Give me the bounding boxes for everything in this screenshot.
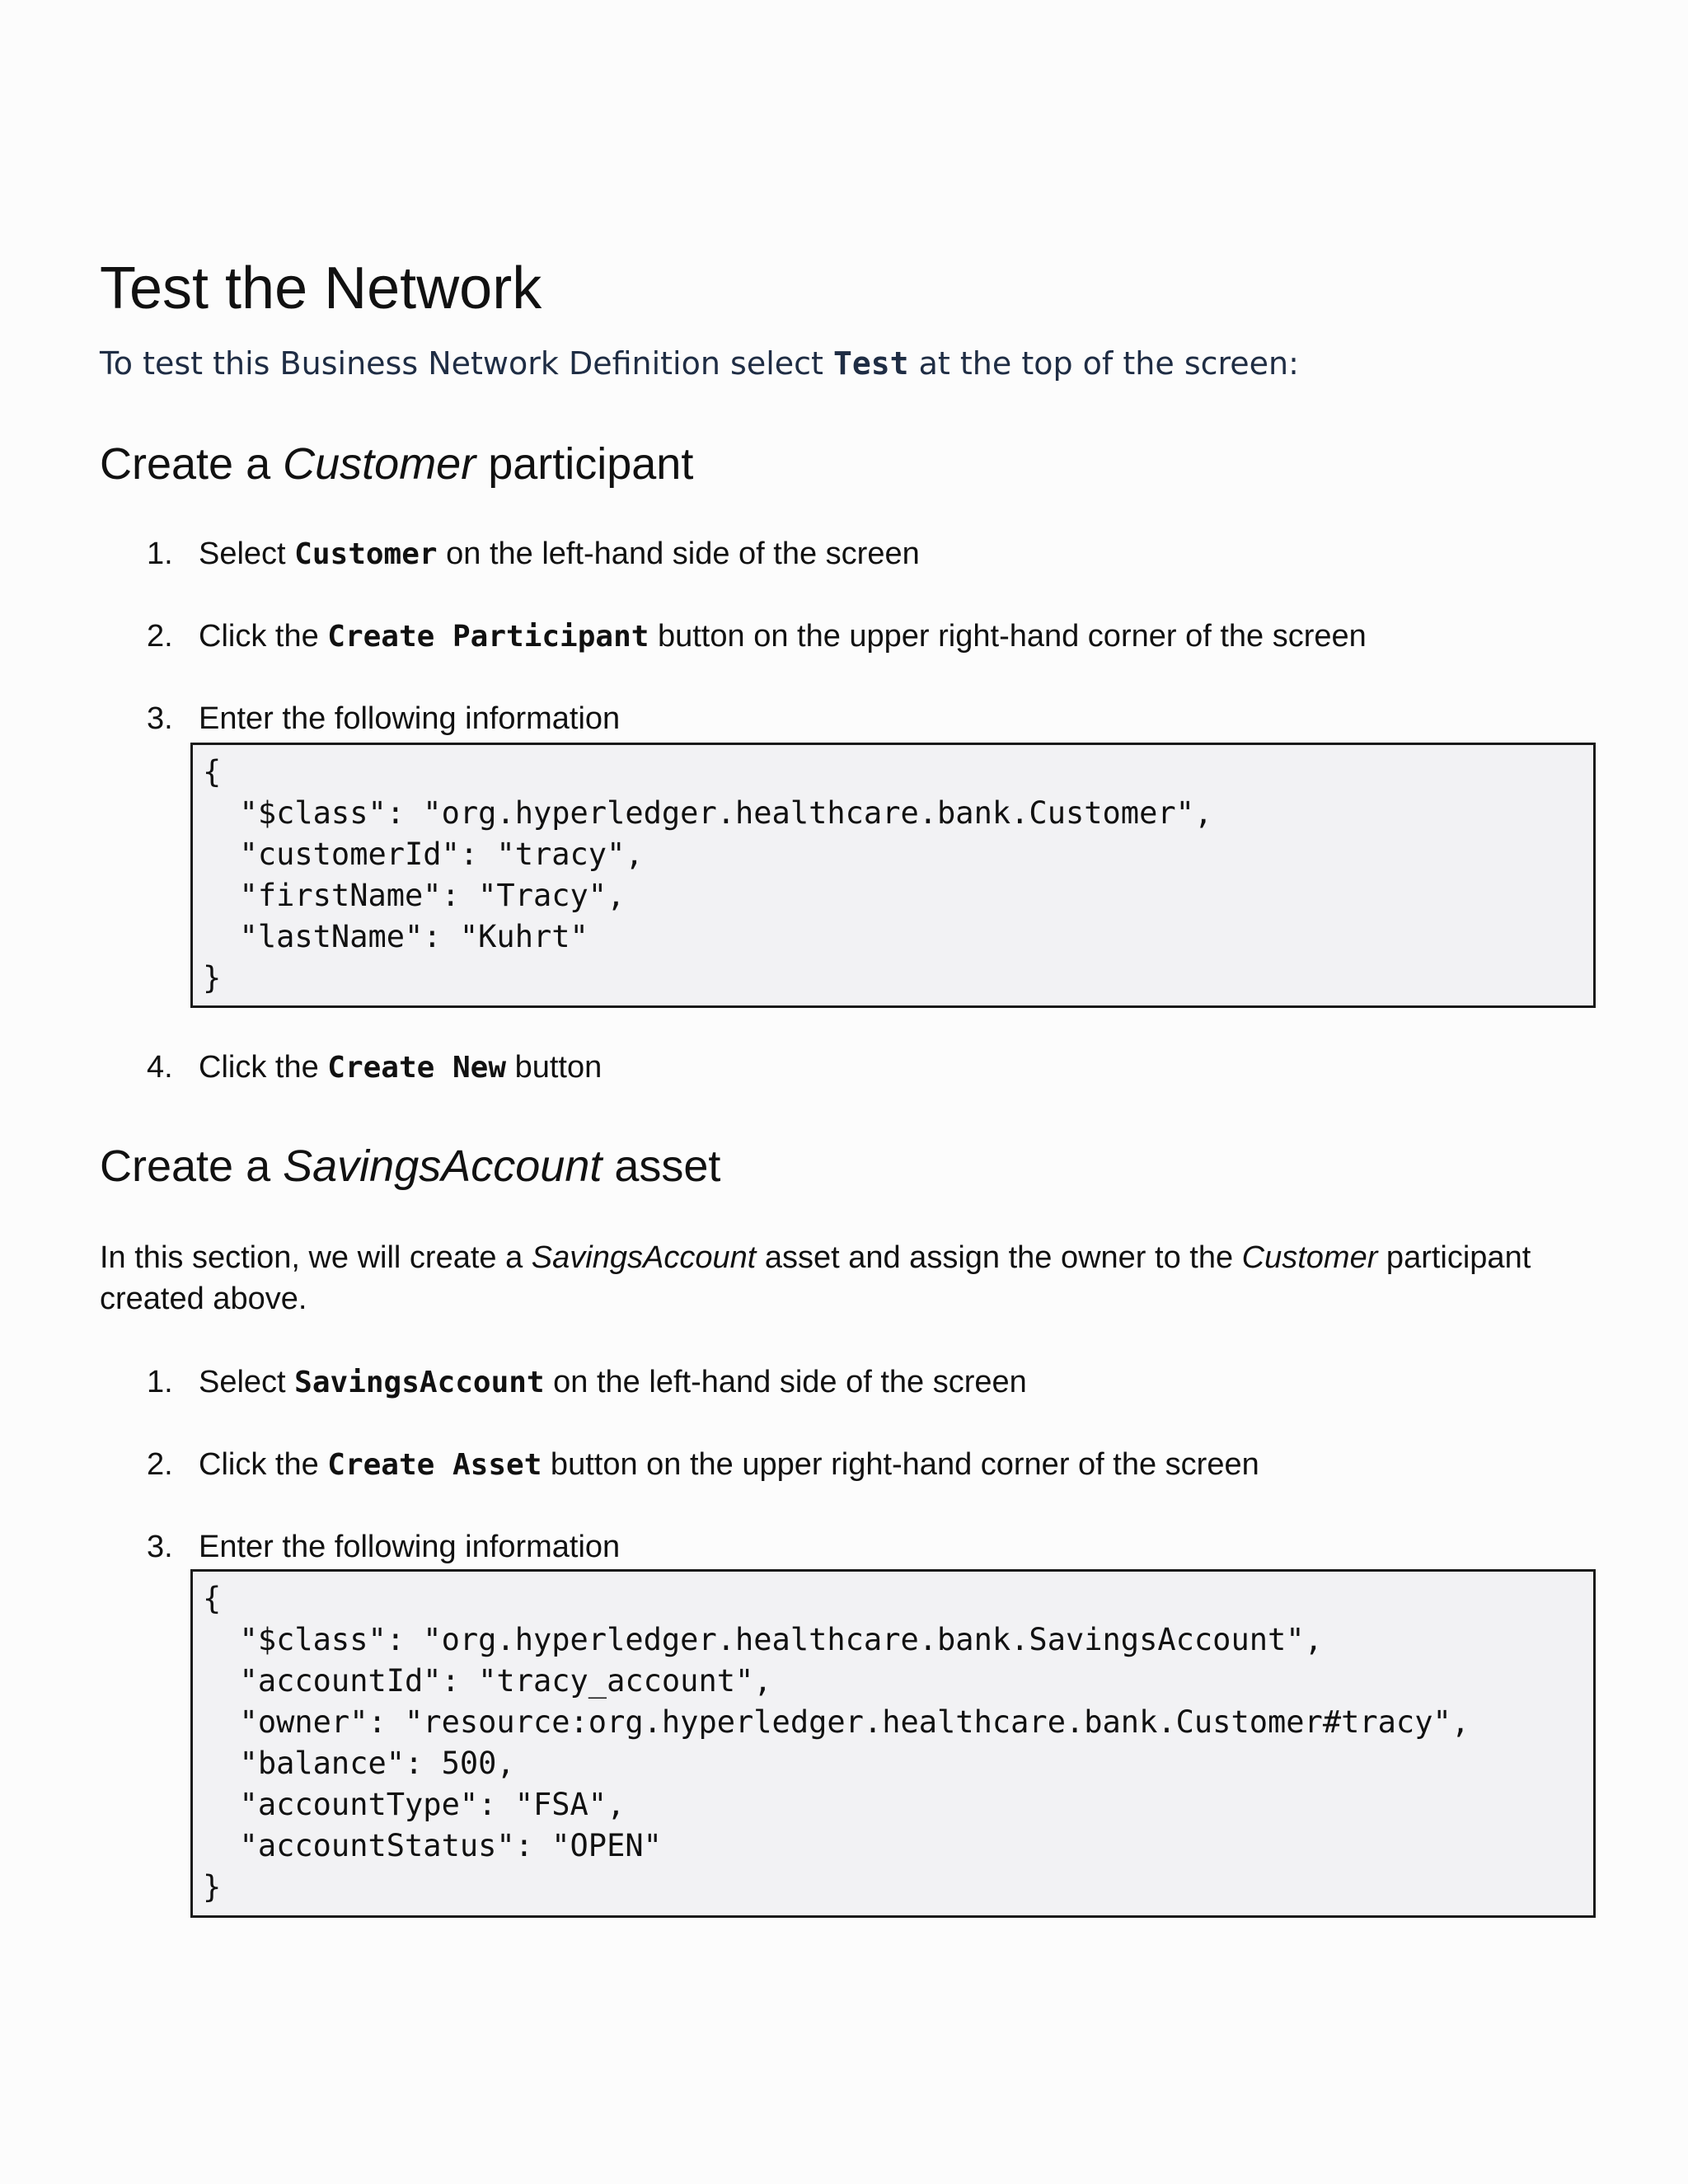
step-text: Click the bbox=[199, 619, 328, 654]
page-title: Test the Network bbox=[100, 255, 542, 321]
para-emphasis: Customer bbox=[1241, 1240, 1378, 1275]
para-text: asset and assign the owner to the bbox=[756, 1240, 1242, 1275]
step-text: on the left-hand side of the screen bbox=[437, 537, 920, 571]
step-code: Customer bbox=[294, 537, 438, 571]
list-number: 3. bbox=[147, 1530, 173, 1564]
code-block-text: { "$class": "org.hyperledger.healthcare.bank.Customer", "customerId": "tracy", "firstName": "Tracy", "lastName": "Kuhrt" } bbox=[203, 754, 1213, 996]
heading-text: asset bbox=[602, 1141, 721, 1191]
list-number: 3. bbox=[147, 701, 173, 736]
list-item bbox=[199, 1443, 1259, 1487]
section-paragraph bbox=[100, 1237, 1567, 1319]
para-text: participant created above. bbox=[100, 1240, 1531, 1316]
intro-text-before: To test this Business Network Definition select bbox=[100, 345, 834, 382]
step-code: Create New bbox=[327, 1051, 507, 1085]
step-text: Click the bbox=[199, 1447, 328, 1482]
section-heading-customer bbox=[100, 435, 693, 493]
code-block-text: { "$class": "org.hyperledger.healthcare.bank.SavingsAccount", "accountId": "tracy_account", "owner": "resource:org.hyperledger.healthcare.bank.Customer#tracy", "balance": 500, "accountType": "FSA", "accountStatus": "OPEN" } bbox=[203, 1581, 1470, 1905]
step-code: Create Asset bbox=[327, 1448, 542, 1482]
list-item: Enter the following information bbox=[199, 701, 621, 736]
list-item bbox=[199, 1361, 1027, 1404]
step-code: SavingsAccount bbox=[294, 1366, 545, 1399]
section-heading-savingsaccount bbox=[100, 1137, 720, 1195]
heading-text: participant bbox=[476, 439, 694, 489]
list-number: 4. bbox=[147, 1050, 173, 1085]
step-text: button on the upper right-hand corner of the screen bbox=[542, 1447, 1259, 1482]
intro-paragraph bbox=[100, 341, 1299, 386]
list-item bbox=[199, 1046, 602, 1090]
list-item: Enter the following information bbox=[199, 1530, 621, 1564]
para-text: In this section, we will create a bbox=[100, 1240, 532, 1275]
intro-code-test: Test bbox=[833, 345, 909, 382]
step-text: Select bbox=[199, 537, 295, 571]
list-item bbox=[199, 532, 920, 576]
code-block-customer bbox=[190, 743, 1596, 1008]
step-text: Click the bbox=[199, 1050, 328, 1085]
step-code: Create Participant bbox=[327, 620, 649, 654]
step-text: Select bbox=[199, 1365, 295, 1399]
heading-emphasis: Customer bbox=[283, 439, 476, 489]
heading-emphasis: SavingsAccount bbox=[283, 1141, 603, 1191]
step-text: button on the upper right-hand corner of the screen bbox=[649, 619, 1367, 654]
list-number: 1. bbox=[147, 537, 173, 571]
list-number: 2. bbox=[147, 1447, 173, 1482]
intro-text-after: at the top of the screen: bbox=[908, 345, 1299, 382]
para-emphasis: SavingsAccount bbox=[531, 1240, 757, 1275]
list-number: 2. bbox=[147, 619, 173, 654]
step-text: button bbox=[506, 1050, 603, 1085]
list-item bbox=[199, 615, 1367, 658]
heading-text: Create a bbox=[100, 439, 284, 489]
code-block-savingsaccount bbox=[190, 1569, 1596, 1918]
step-text: on the left-hand side of the screen bbox=[544, 1365, 1027, 1399]
list-number: 1. bbox=[147, 1365, 173, 1399]
heading-text: Create a bbox=[100, 1141, 284, 1191]
